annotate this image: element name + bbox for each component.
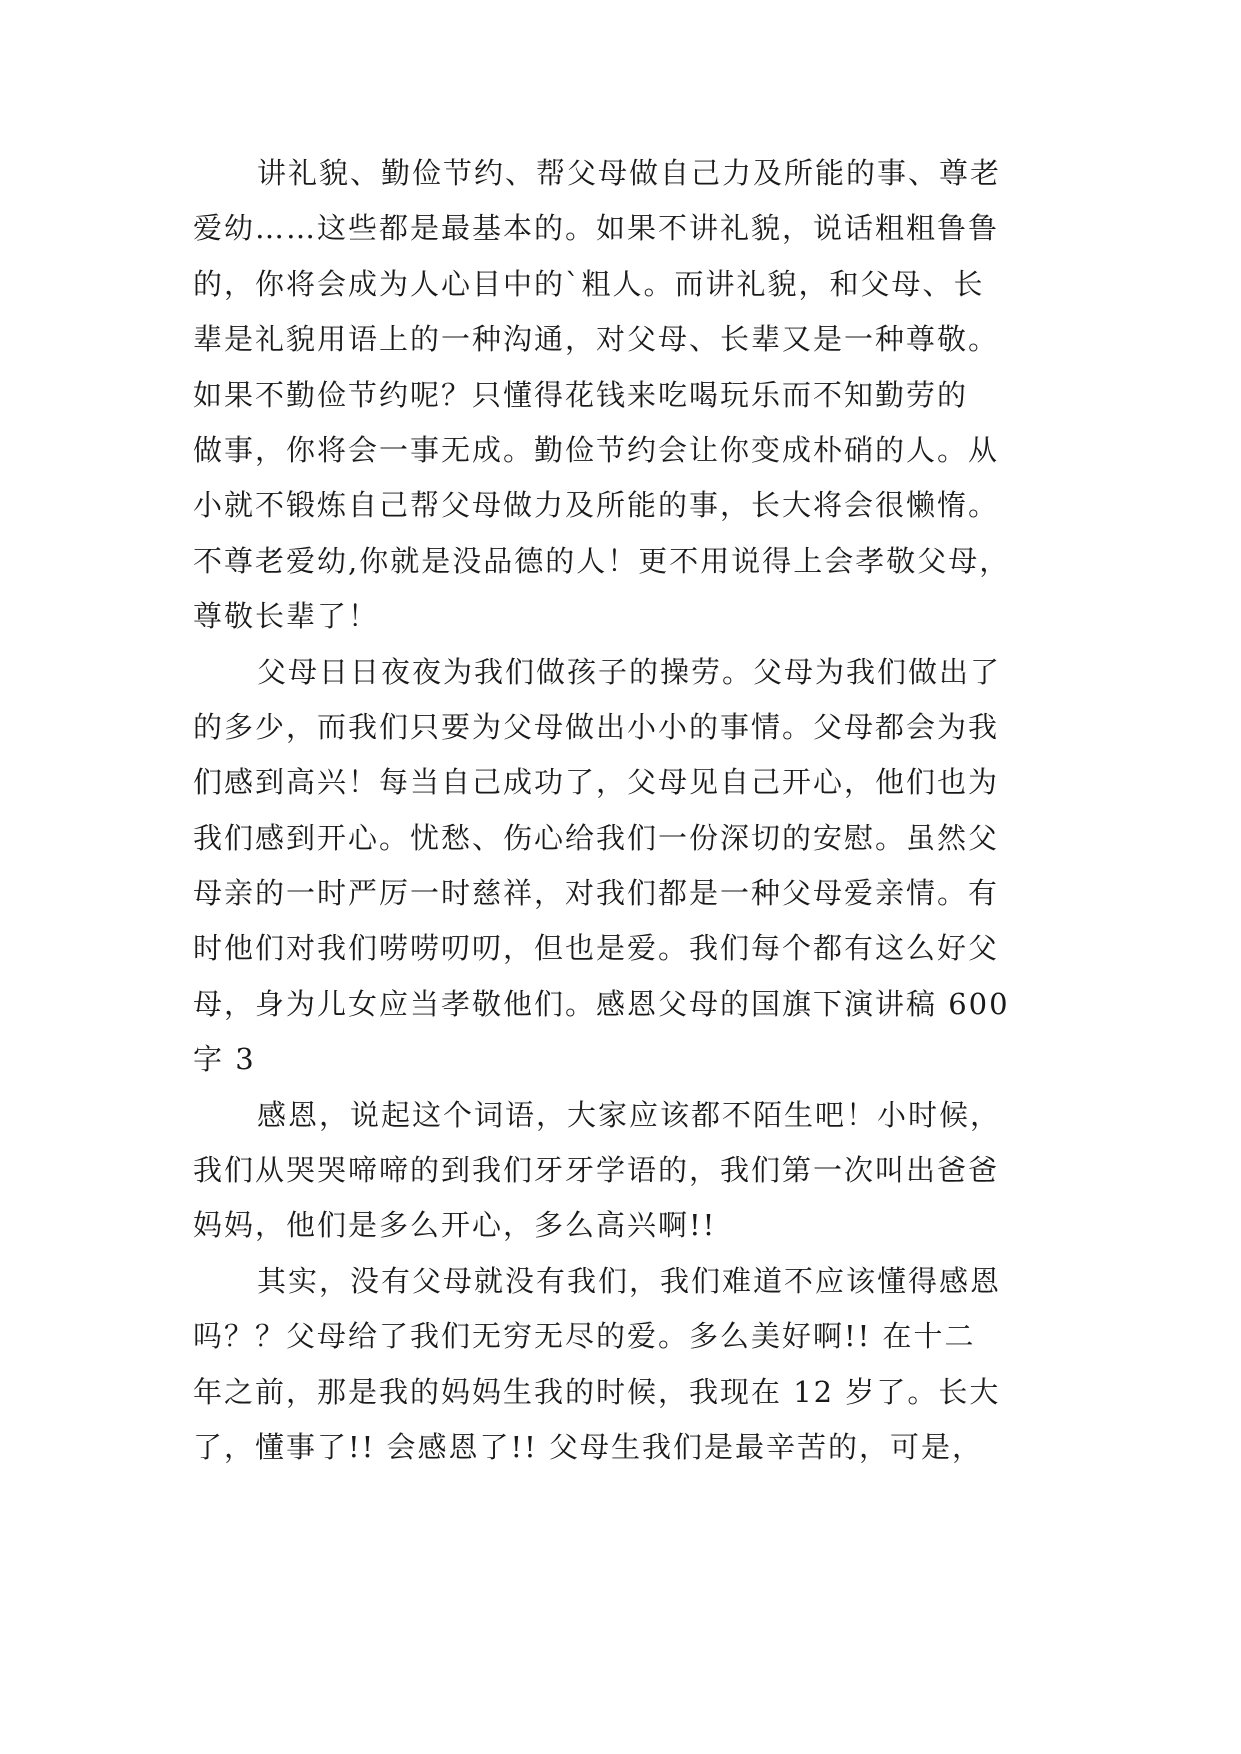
text-line: 年之前，那是我的妈妈生我的时候，我现在 12 岁了。长大 bbox=[193, 1374, 1001, 1409]
text-line: 做事，你将会一事无成。勤俭节约会让你变成朴硝的人。从 bbox=[193, 432, 1000, 467]
text-line: 字 3 bbox=[193, 1042, 256, 1077]
paragraph-2 bbox=[193, 645, 1073, 1088]
text-line: 如果不勤俭节约呢？只懂得花钱来吃喝玩乐而不知勤劳的 bbox=[193, 377, 969, 412]
text-line: 吗？？父母给了我们无穷无尽的爱。多么美好啊!! 在十二 bbox=[193, 1319, 976, 1354]
text-line: 其实，没有父母就没有我们，我们难道不应该懂得感恩 bbox=[257, 1263, 1002, 1298]
text-line: 我们从哭哭啼啼的到我们牙牙学语的，我们第一次叫出爸爸 bbox=[193, 1153, 1000, 1188]
text-line: 辈是礼貌用语上的一种沟通，对父母、长辈又是一种尊敬。 bbox=[193, 322, 1000, 357]
text-line: 们感到高兴！每当自己成功了，父母见自己开心，他们也为 bbox=[193, 765, 1000, 800]
text-line: 不尊老爱幼,你就是没品德的人！更不用说得上会孝敬父母， bbox=[193, 543, 1011, 578]
text-line: 母亲的一时严厉一时慈祥，对我们都是一种父母爱亲情。有 bbox=[193, 876, 1000, 911]
text-line: 妈妈，他们是多么开心，多么高兴啊!! bbox=[193, 1208, 717, 1243]
text-line: 父母日日夜夜为我们做孩子的操劳。父母为我们做出了 bbox=[257, 654, 1002, 689]
text-line: 的多少，而我们只要为父母做出小小的事情。父母都会为我 bbox=[193, 709, 1000, 744]
paragraph-4 bbox=[193, 1254, 1073, 1476]
text-line: 我们感到开心。忧愁、伤心给我们一份深切的安慰。虽然父 bbox=[193, 820, 1000, 855]
text-line: 感恩，说起这个词语，大家应该都不陌生吧！小时候， bbox=[257, 1097, 1002, 1132]
document-page bbox=[193, 146, 1073, 1475]
text-line: 尊敬长辈了！ bbox=[193, 599, 380, 634]
text-line: 的，你将会成为人心目中的`粗人。而讲礼貌，和父母、长 bbox=[193, 266, 985, 301]
paragraph-1 bbox=[193, 146, 1073, 645]
paragraph-3 bbox=[193, 1088, 1073, 1254]
text-line: 母，身为儿女应当孝敬他们。感恩父母的国旗下演讲稿 600 bbox=[193, 986, 1010, 1021]
text-line: 讲礼貌、勤俭节约、帮父母做自己力及所能的事、尊老 bbox=[257, 156, 1002, 190]
text-line: 小就不锻炼自己帮父母做力及所能的事，长大将会很懒惰。 bbox=[193, 488, 1000, 523]
text-line: 了，懂事了!! 会感恩了!! 父母生我们是最辛苦的，可是， bbox=[193, 1429, 984, 1464]
text-line: 时他们对我们唠唠叨叨，但也是爱。我们每个都有这么好父 bbox=[193, 931, 1000, 966]
text-line: 爱幼……这些都是最基本的。如果不讲礼貌，说话粗粗鲁鲁 bbox=[193, 211, 1000, 246]
